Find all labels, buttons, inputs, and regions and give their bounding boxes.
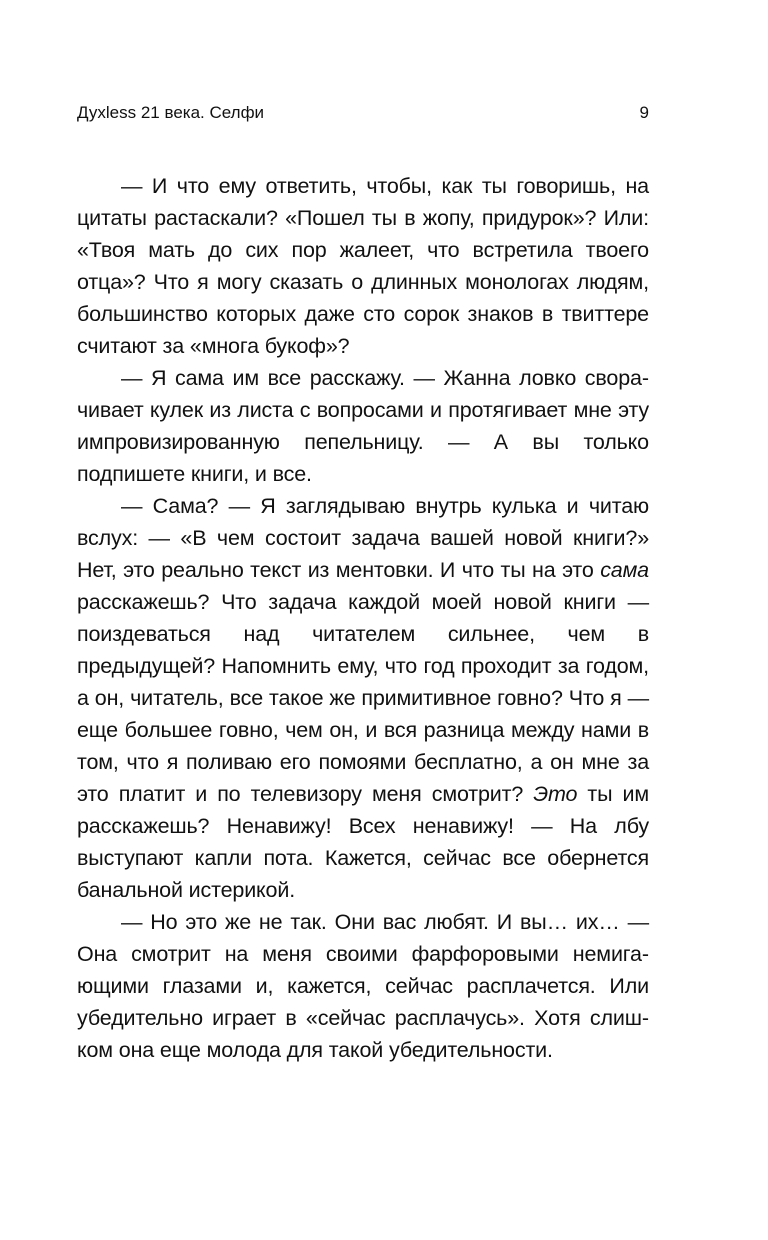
running-header (77, 102, 649, 124)
emphasis-eto: Это (533, 782, 578, 806)
paragraph-3 (77, 490, 649, 906)
paragraph-3-text-3: ты им расскажешь? Ненавижу! Всех ненавижу! — На лбу выступают капли пота. Кажется, сейчас все обернется банальной истерикой. (77, 782, 649, 902)
paragraph-1: — И что ему ответить, чтобы, как ты говоришь, на цитаты растаскали? «Пошел ты в жопу, придурок»? Или: «Твоя мать до сих пор жалеет, что встретила твоего отца»? Что я могу сказать о длинных монологах людям, большинство которых даже сто сорок знаков в твиттере считают за «многа букоф»? (77, 174, 649, 358)
body-text (77, 170, 649, 1066)
paragraph-3-text-2: расскажешь? Что задача каждой моей новой книги — поиздеваться над читателем сильнее, чем в предыдущей? Напомнить ему, что год проходит за годом, а он, читатель, все такое же примитивное говно? Что я — еще большее говно, чем он, и вся разница между нами в том, что я поливаю его помоями бесплатно, а он мне за это платит и по телевизору меня смотрит? (77, 590, 649, 806)
book-title: Духless 21 века. Селфи (77, 103, 265, 122)
paragraph-4: — Но это же не так. Они вас любят. И вы… их… — Она смотрит на меня своими фарфоровыми немигающими глазами и, кажется, сейчас расплачется. Или убедительно играет в «сейчас расплачусь». Хотя слишком она еще молода для такой убедительности. (77, 910, 649, 1062)
emphasis-sama: сама (600, 558, 649, 582)
page-number: 9 (639, 103, 649, 122)
paragraph-2: — Я сама им все расскажу. — Жанна ловко сворачивает кулек из листа с вопросами и протягивает мне эту импровизированную пепельницу. — А вы только подпишете книги, и все. (77, 366, 649, 486)
paragraph-3-text-1: — Сама? — Я заглядываю внутрь кулька и читаю вслух: — «В чем состоит задача вашей новой книги?» Нет, это реально текст из ментовки. И что ты на это (77, 494, 649, 582)
